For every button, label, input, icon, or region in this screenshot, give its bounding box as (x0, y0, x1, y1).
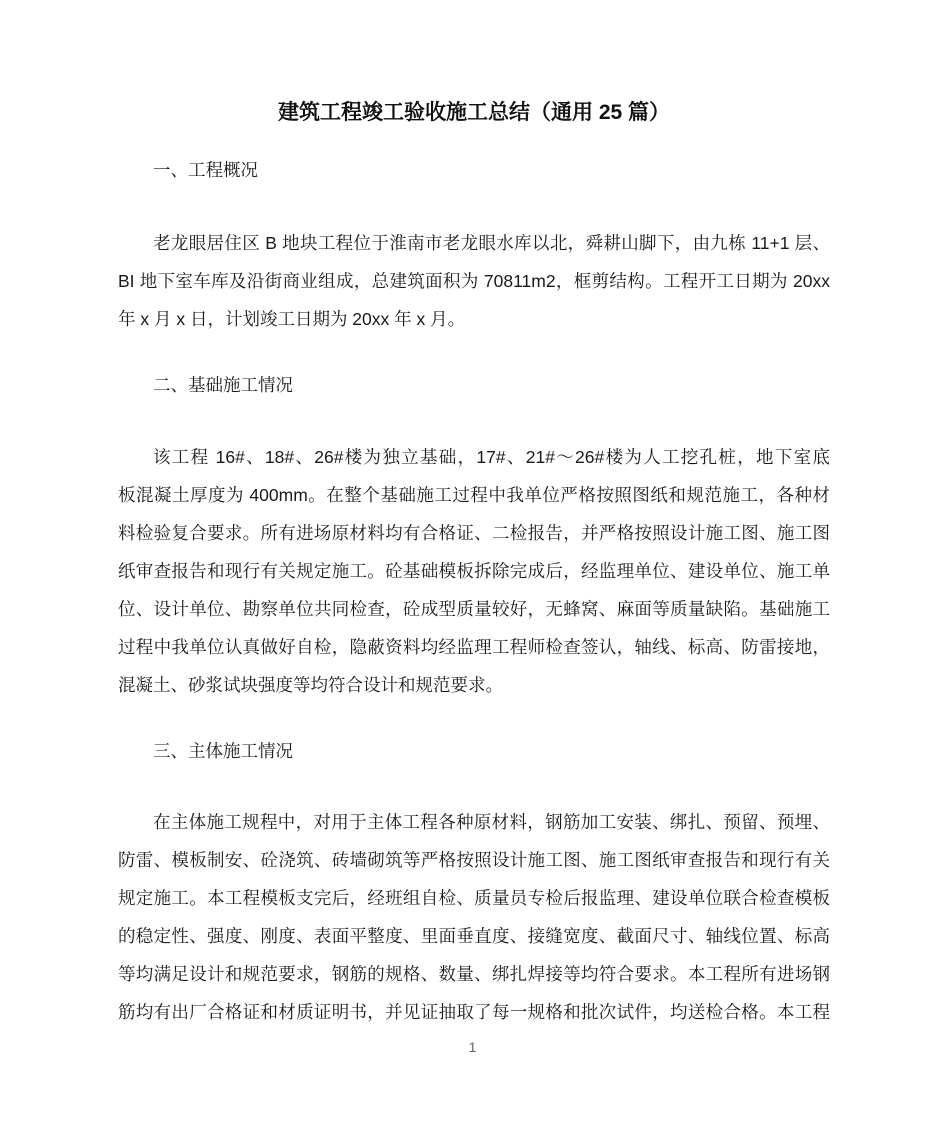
paragraph-2 (118, 438, 830, 704)
text-line: 位、设计单位、勘察单位共同检查，砼成型质量较好，无蜂窝、麻面等质量缺陷。基础施工 (118, 599, 830, 619)
section-heading-1: 一、工程概况 (153, 160, 258, 180)
text-line: 在主体施工规程中，对用于主体工程各种原材料，钢筋加工安装、绑扎、预留、预埋、 (153, 812, 830, 832)
document-title: 建筑工程竣工验收施工总结（通用 25 篇） (277, 101, 671, 124)
text-line: 该工程 16#、18#、26#楼为独立基础，17#、21#～26#楼为人工挖孔桩，地下室底 (153, 447, 830, 467)
text-line: 过程中我单位认真做好自检，隐蔽资料均经监理工程师检查签认，轴线、标高、防雷接地， (118, 637, 830, 657)
text-line: 规定施工。本工程模板支完后，经班组自检、质量员专检后报监理、建设单位联合检查模板 (118, 888, 830, 908)
text-line: 的稳定性、强度、刚度、表面平整度、里面垂直度、接缝宽度、截面尺寸、轴线位置、标高 (118, 926, 830, 946)
text-line: BI 地下室车库及沿街商业组成，总建筑面积为 70811m2，框剪结构。工程开工日期为 20xx (118, 271, 830, 291)
paragraph-1 (118, 224, 830, 338)
text-line: 等均满足设计和规范要求，钢筋的规格、数量、绑扎焊接等均符合要求。本工程所有进场钢 (118, 964, 830, 984)
section-heading-2: 二、基础施工情况 (153, 375, 293, 395)
page-number-label: 1 (468, 1039, 477, 1055)
text-line: 年 x 月 x 日，计划竣工日期为 20xx 年 x 月。 (118, 309, 466, 329)
text-line: 防雷、模板制安、砼浇筑、砖墙砌筑等严格按照设计施工图、施工图纸审查报告和现行有关 (118, 850, 830, 870)
text-line: 筋均有出厂合格证和材质证明书，并见证抽取了每一规格和批次试件，均送检合格。本工程 (118, 1002, 830, 1022)
section-heading-3: 三、主体施工情况 (153, 741, 293, 761)
paragraph-3 (118, 803, 830, 1031)
text-line: 料检验复合要求。所有进场原材料均有合格证、二检报告，并严格按照设计施工图、施工图 (118, 523, 830, 543)
text-line: 老龙眼居住区 B 地块工程位于淮南市老龙眼水库以北，舜耕山脚下，由九栋 11+1 层、 (153, 233, 830, 253)
text-line: 混凝土、砂浆试块强度等均符合设计和规范要求。 (118, 675, 503, 695)
text-line: 纸审查报告和现行有关规定施工。砼基础模板拆除完成后，经监理单位、建设单位、施工单 (118, 561, 830, 581)
text-line: 板混凝土厚度为 400mm。在整个基础施工过程中我单位严格按照图纸和规范施工，各种材 (118, 485, 830, 505)
